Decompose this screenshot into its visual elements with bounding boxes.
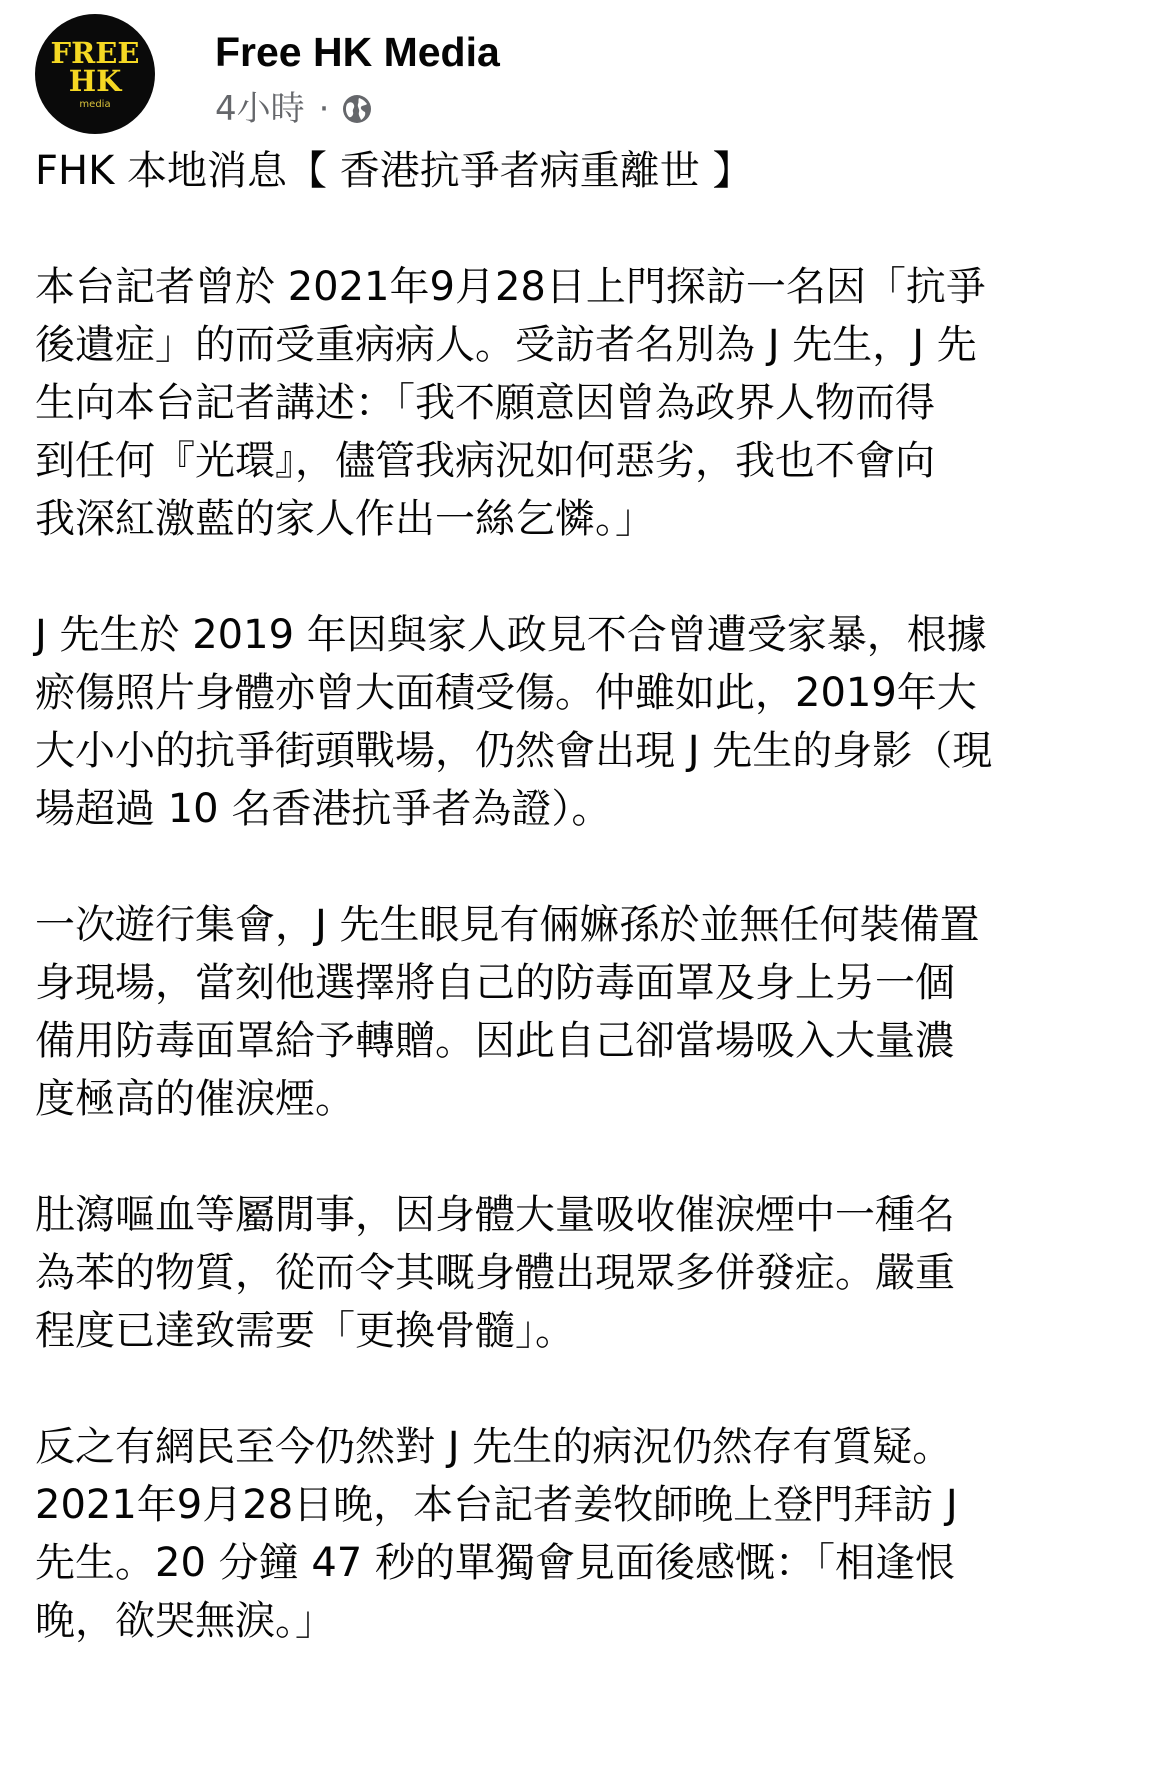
post-paragraph: J 先生於 2019 年因與家人政見不合曾遭受家暴，根據 瘀傷照片身體亦曾大面積受傷。仲雖如此，2019年大 大小小的抗爭街頭戰場，仍然會出現 J 先生的身影（現 場超過 10 名香港抗爭者為證）。 <box>35 612 993 832</box>
post-header-text <box>215 14 500 128</box>
post-paragraph: 肚瀉嘔血等屬閒事，因身體大量吸收催淚煙中一種名 為苯的物質，從而令其嘅身體出現眾多併發症。嚴重 程度已達致需要「更換骨髓」。 <box>35 1192 955 1354</box>
post-paragraph: 反之有網民至今仍然對 J 先生的病況仍然存有質疑。 2021年9月28日晚，本台記者姜牧師晚上登門拜訪 J 先生。20 分鐘 47 秒的單獨會見面後感慨：「相逢恨 晚，欲哭無淚。」 <box>35 1424 958 1644</box>
post-paragraph: 本台記者曾於 2021年9月28日上門探訪一名因「抗爭 後遺症」的而受重病病人。受訪者名別為 J 先生，J 先 生向本台記者講述：「我不願意因曾為政界人物而得 到任何『光環』，儘管我病況如何惡劣，我也不會向 我深紅激藍的家人作出一絲乞憐。」 <box>35 264 986 542</box>
avatar-logo-line-1: FREE <box>50 36 140 70</box>
avatar-logo-line-3: media <box>79 99 111 110</box>
post-meta <box>215 90 500 128</box>
meta-separator: · <box>318 89 330 129</box>
globe-icon[interactable] <box>341 93 373 125</box>
post-headline: FHK 本地消息【 香港抗爭者病重離世 】 <box>35 148 753 194</box>
page-avatar[interactable] <box>35 14 155 134</box>
post-timestamp[interactable]: 4小時 <box>215 89 305 129</box>
post-header <box>35 14 500 134</box>
page-name-link[interactable]: Free HK Media <box>215 29 500 75</box>
avatar-logo-line-2: HK <box>68 64 122 98</box>
post-paragraph: 一次遊行集會，J 先生眼見有倆嫲孫於並無任何裝備置 身現場，當刻他選擇將自己的防毒面罩及身上另一個 備用防毒面罩給予轉贈。因此自己卻當場吸入大量濃 度極高的催淚煙。 <box>35 902 980 1122</box>
post-body <box>35 142 1145 1708</box>
